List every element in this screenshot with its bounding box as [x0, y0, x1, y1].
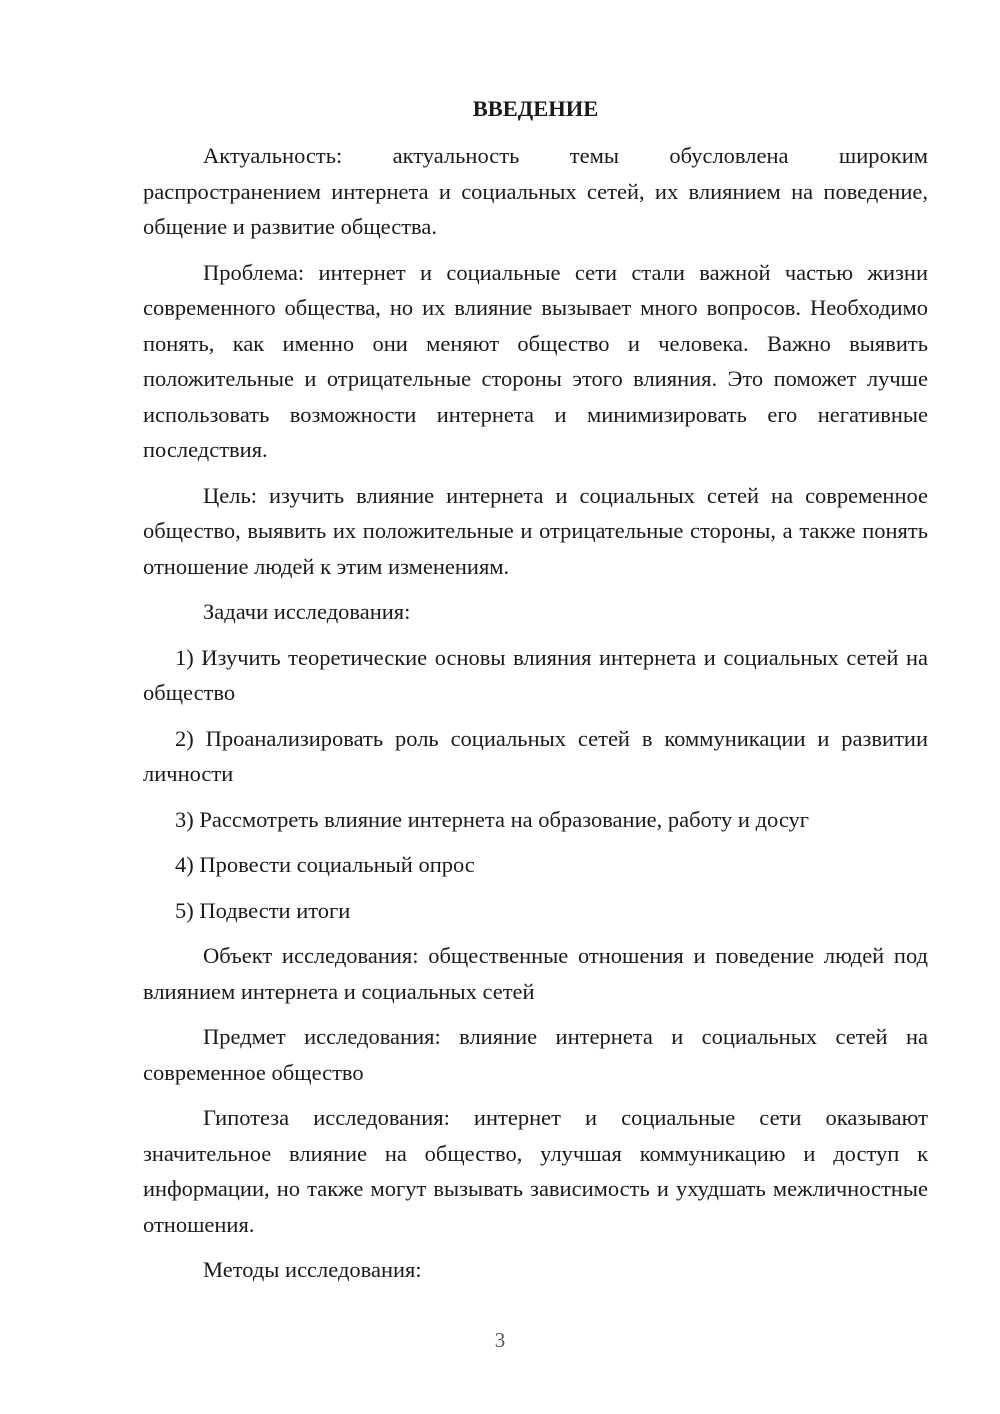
- goal-paragraph: Цель: изучить влияние интернета и социальных сетей на современное общество, выявить их положительные и отрицательные стороны, а также понять отношение людей к этим изменениям.: [143, 482, 928, 579]
- task-item-3: 3) Рассмотреть влияние интернета на образование, работу и досуг: [175, 806, 809, 832]
- tasks-heading: Задачи исследования:: [203, 599, 411, 624]
- subject-paragraph: Предмет исследования: влияние интернета и социальных сетей на современное общество: [143, 1024, 928, 1085]
- hypothesis-paragraph: Гипотеза исследования: интернет и социальные сети оказывают значительное влияние на общество, улучшая коммуникацию и доступ к информации, но также могут вызывать зависимость и ухудшать межличностные отношения.: [143, 1105, 928, 1237]
- relevance-paragraph: Актуальность: актуальность темы обусловлена широким распространением интернета и социальных сетей, их влиянием на поведение, общение и развитие общества.: [143, 143, 928, 239]
- task-item-5: 5) Подвести итоги: [175, 897, 351, 923]
- tasks-list: [143, 640, 928, 929]
- page-number: 3: [494, 1328, 506, 1352]
- methods-heading: Методы исследования:: [203, 1257, 422, 1282]
- problem-paragraph: Проблема: интернет и социальные сети стали важной частью жизни современного общества, но их влияние вызывает много вопросов. Необходимо понять, как именно они меняют общество и человека. Важно выявить положительные и отрицательные стороны этого влияния. Это поможет лучше использовать возможности интернета и минимизировать его негативные последствия.: [143, 259, 928, 462]
- object-paragraph: Объект исследования: общественные отношения и поведение людей под влиянием интернета и социальных сетей: [143, 943, 928, 1004]
- section-title: ВВЕДЕНИЕ: [472, 96, 599, 121]
- task-item-2: 2) Проанализировать роль социальных сетей в коммуникации и развитии личности: [143, 725, 928, 786]
- document-page: [143, 88, 928, 1298]
- task-item-1: 1) Изучить теоретические основы влияния интернета и социальных сетей на общество: [143, 644, 928, 705]
- task-item-4: 4) Провести социальный опрос: [175, 852, 475, 877]
